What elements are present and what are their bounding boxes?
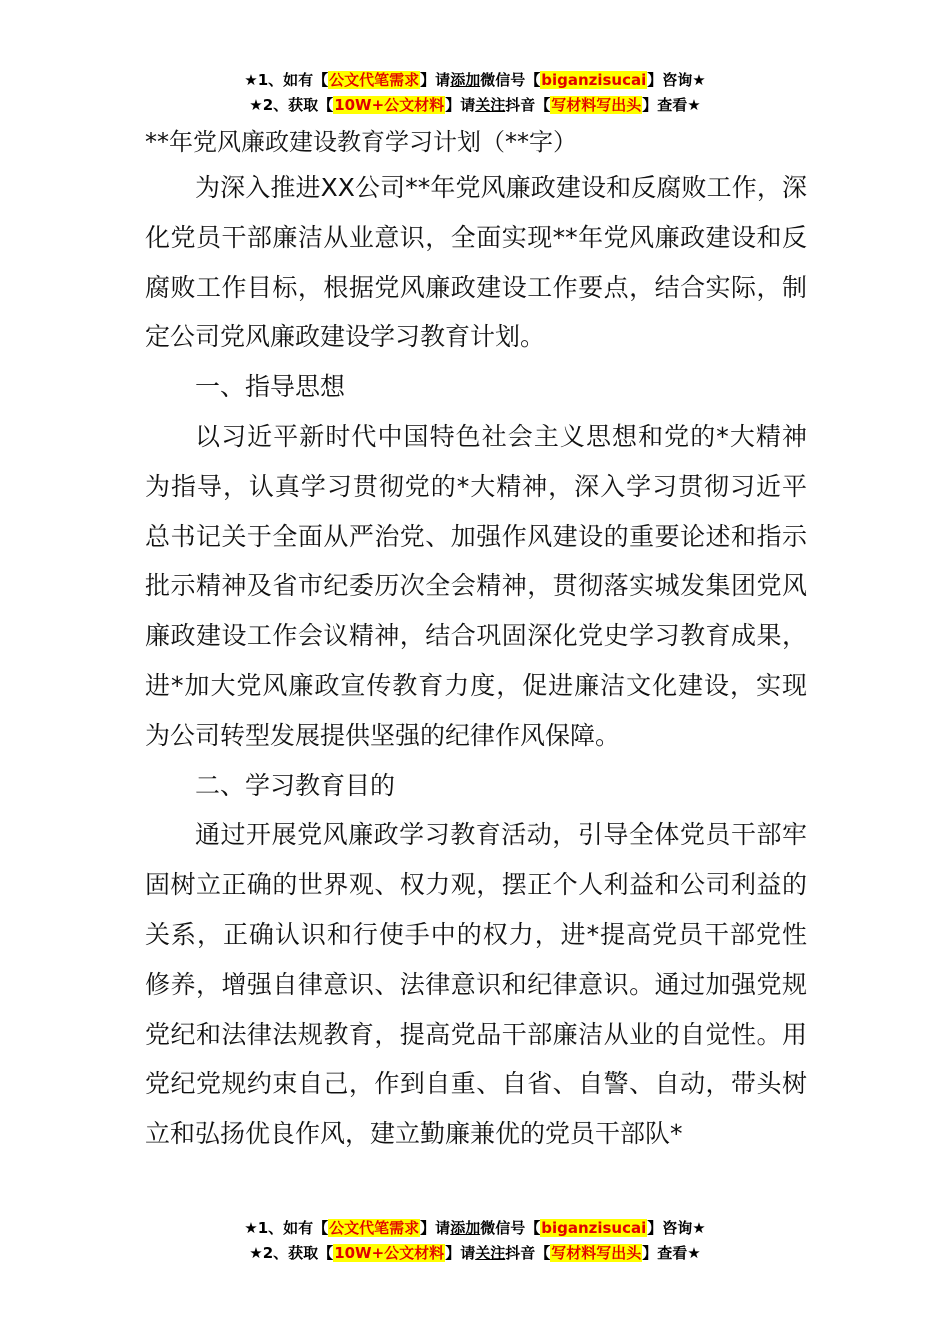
banner-text: 】请 [445, 96, 476, 114]
banner-text: 抖音【 [505, 96, 551, 114]
highlight-materials: 10W+公文材料 [334, 1244, 445, 1262]
section-heading-learning-purpose: 二、学习教育目的 [195, 770, 396, 800]
banner-text: 微信号【 [480, 71, 541, 89]
underlined-text: 添加 [450, 1219, 481, 1237]
banner-text: 】查看★ [642, 96, 701, 114]
banner-text: ★1、如有【 [244, 1219, 329, 1237]
highlight-wechat-id: biganzisucai [541, 71, 647, 89]
highlight-wechat-id: biganzisucai [541, 1219, 647, 1237]
banner-line-2 [0, 1241, 950, 1266]
underlined-text: 关注 [475, 96, 506, 114]
banner-text: 微信号【 [480, 1219, 541, 1237]
highlight-service: 公文代笔需求 [329, 71, 420, 89]
banner-text: ★2、获取【 [249, 1244, 334, 1262]
banner-text: 】咨询★ [647, 71, 706, 89]
highlight-service: 公文代笔需求 [329, 1219, 420, 1237]
section-heading-guiding-ideology: 一、指导思想 [195, 372, 346, 402]
document-body [145, 121, 807, 1159]
banner-text: ★1、如有【 [244, 71, 329, 89]
document-title: **年党风廉政建设教育学习计划（**字） [145, 128, 577, 156]
highlight-douyin-account: 写材料写出头 [551, 1244, 642, 1262]
banner-line-2 [0, 93, 950, 118]
highlight-douyin-account: 写材料写出头 [551, 96, 642, 114]
banner-text: ★2、获取【 [249, 96, 334, 114]
footer-banner [0, 1216, 950, 1266]
highlight-materials: 10W+公文材料 [334, 96, 445, 114]
banner-text: 】请 [420, 71, 451, 89]
header-banner [0, 68, 950, 118]
banner-text: 】咨询★ [647, 1219, 706, 1237]
section-paragraph-learning-purpose: 通过开展党风廉政学习教育活动，引导全体党员干部牢固树立正确的世界观、权力观，摆正个人利益和公司利益的关系，正确认识和行使手中的权力，进*提高党员干部党性修养，增强自律意识、法律意识和纪律意识。通过加强党规党纪和法律法规教育，提高党品干部廉洁从业的自觉性。用党纪党规约束自己，作到自重、自省、自警、自动，带头树立和弘扬优良作风，建立勤廉兼优的党员干部队* [145, 820, 807, 1149]
banner-line-1 [0, 1216, 950, 1241]
section-paragraph-guiding-ideology: 以习近平新时代中国特色社会主义思想和党的*大精神为指导，认真学习贯彻党的*大精神，深入学习贯彻习近平总书记关于全面从严治党、加强作风建设的重要论述和指示批示精神及省市纪委历次全会精神，贯彻落实城发集团党风廉政建设工作会议精神，结合巩固深化党史学习教育成果，进*加大党风廉政宣传教育力度，促进廉洁文化建设，实现为公司转型发展提供坚强的纪律作风保障。 [145, 421, 807, 750]
intro-paragraph: 为深入推进XX公司**年党风廉政建设和反腐败工作，深化党员干部廉洁从业意识，全面实现**年党风廉政建设和反腐败工作目标，根据党风廉政建设工作要点，结合实际，制定公司党风廉政建设学习教育计划。 [145, 173, 807, 352]
banner-text: 】请 [445, 1244, 476, 1262]
underlined-text: 添加 [450, 71, 481, 89]
banner-text: 】查看★ [642, 1244, 701, 1262]
underlined-text: 关注 [475, 1244, 506, 1262]
banner-text: 抖音【 [505, 1244, 551, 1262]
banner-line-1 [0, 68, 950, 93]
banner-text: 】请 [420, 1219, 451, 1237]
